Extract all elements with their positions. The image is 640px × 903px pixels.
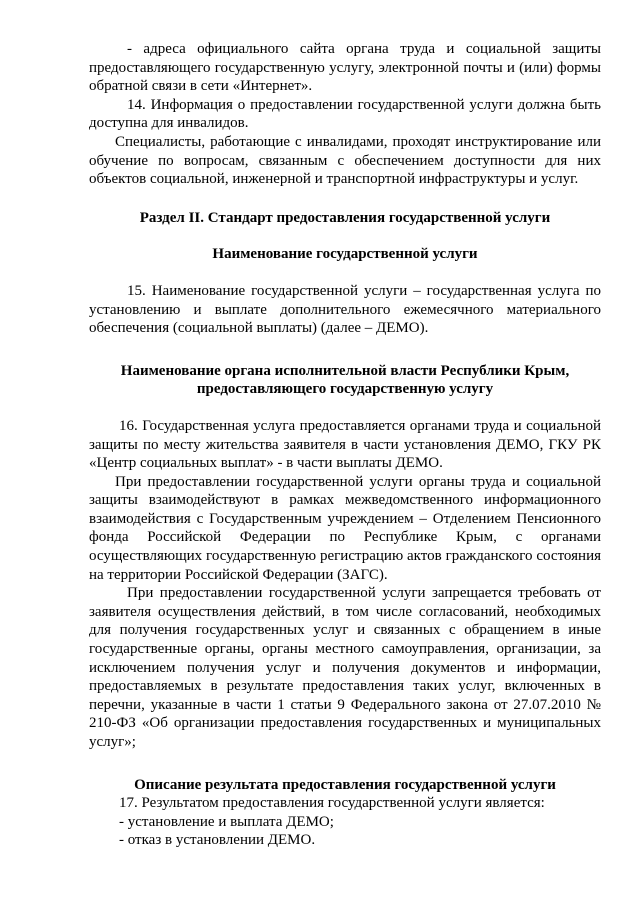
list-item-result-2: - отказ в установлении ДЕМО. — [119, 832, 316, 849]
paragraph-15: 15. Наименование государственной услуги – государственная услуга по установлению и выплате дополнительного ежемесячного материального обеспечения (социальной выплаты) (далее – ДЕМО). — [89, 282, 601, 337]
paragraph-14: 14. Информация о предоставлении государственной услуги должна быть доступна для инвалидов. — [89, 96, 601, 132]
document-page — [89, 40, 601, 850]
paragraph-16: 16. Государственная услуга предоставляется органами труда и социальной защиты по месту жительства заявителя в части установления ДЕМО, ГКУ РК «Центр социальных выплат» - в части выплаты ДЕМО. — [89, 417, 601, 472]
paragraph-16-interaction: При предоставлении государственной услуги органы труда и социальной защиты взаимодействуют в рамках межведомственного информационного взаимодействия с Государственным учреждением – Отделением Пенсионного фонда Российской Федерации по Республике Крым, с органами осуществляющих государственную регистрацию актов гражданского состояния на территории Российской Федерации (ЗАГС). — [89, 473, 601, 583]
paragraph-14-specialists: Специалисты, работающие с инвалидами, проходят инструктирование или обучение по вопросам, связанным с обеспечением доступности для них объектов социальной, инженерной и транспортной инфраструктуры и услуг. — [89, 133, 601, 188]
heading-result: Описание результата предоставления государственной услуги — [134, 776, 556, 793]
paragraph-17: 17. Результатом предоставления государственной услуги является: — [119, 795, 545, 812]
heading-authority-line-1: Наименование органа исполнительной власти Республики Крым, — [120, 362, 570, 379]
paragraph-contact-dash: - адреса официального сайта органа труда и социальной защиты предоставляющего государственную услугу, электронной почты и (или) формы обратной связи в сети «Интернет». — [89, 41, 601, 95]
paragraph-16-prohibited: При предоставлении государственной услуги запрещается требовать от заявителя осуществления действий, в том числе согласований, необходимых для получения государственных услуг и связанных с обращением в иные государственные органы, органы местного самоуправления, организации, за исключением получения услуг и получения документов и информации, предоставляемых в результате предоставления таких услуг, включенных в перечни, указанные в части 1 статьи 9 Федерального закона от 27.07.2010 № 210-ФЗ «Об организации предоставления государственных и муниципальных услуг»; — [89, 585, 601, 750]
list-item-result-1: - установление и выплата ДЕМО; — [119, 813, 334, 830]
heading-service-name: Наименование государственной услуги — [212, 246, 478, 263]
section-2-title: Раздел II. Стандарт предоставления государственной услуги — [139, 209, 551, 226]
heading-authority-line-2: предоставляющего государственную услугу — [196, 381, 494, 398]
heading-authority — [89, 362, 601, 399]
